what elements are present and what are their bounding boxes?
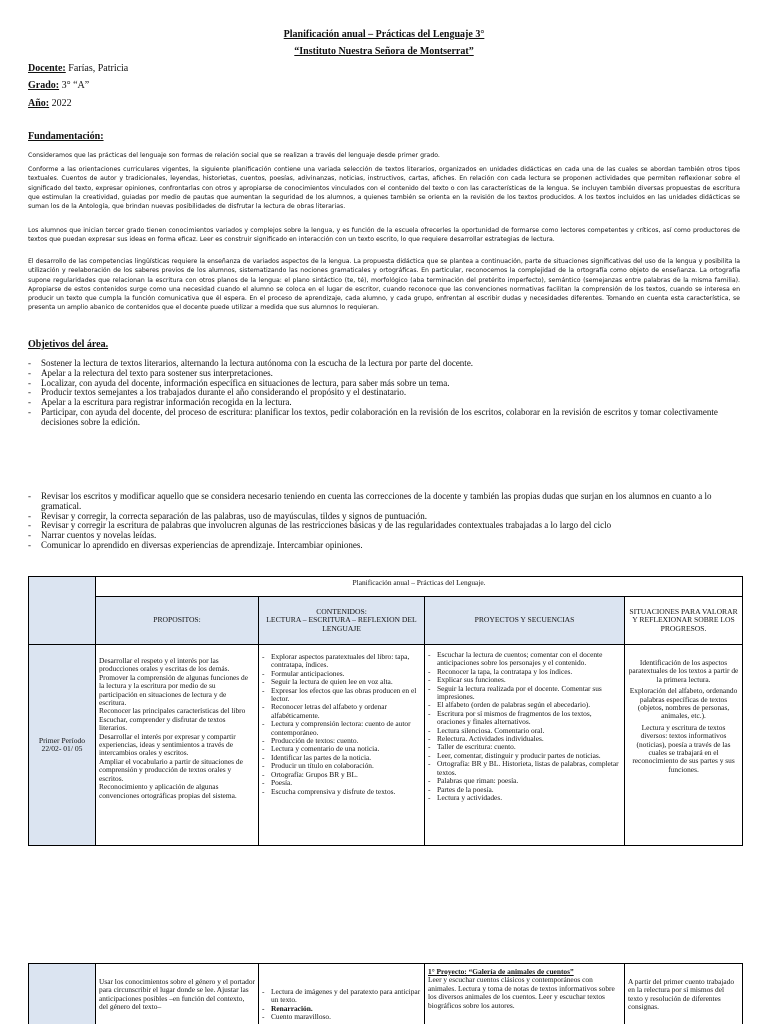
- proyecto-item: - Leer, comentar, distinguir y producir partes de noticias.: [428, 752, 621, 760]
- objetivos-heading: Objetivos del área.: [28, 339, 109, 350]
- period-cell: Primer Período 22/02- 01/ 05: [29, 645, 96, 846]
- contenidos-list: [262, 653, 421, 796]
- header-proyectos: PROYECTOS Y SECUENCIAS: [425, 597, 625, 645]
- teacher-label: Docente:: [28, 63, 66, 74]
- proyecto-item: - Palabras que riman: poesía.: [428, 777, 621, 785]
- proposito-item: Desarrollar el interés por expresar y compartir experiencias, ideas y sentimientos a través de intercambios orales y escritos.: [99, 731, 236, 758]
- contenido-item: - Identificar las partes de la noticia.: [262, 754, 421, 762]
- project-description: Leer y escuchar cuentos clásicos y contemporáneos con animales. Lectura y toma de notas de textos informativos sobre los diversos animales de los cuentos. Leer y escuchar textos biográficos sobre los autores.: [428, 975, 615, 1010]
- contenido-item: - Producir un título en colaboración.: [262, 762, 421, 770]
- proposito-item: Promover la comprensión de algunas funciones de la lectura y la escritura por medio de su participación en situaciones de lectura y de escritura.: [99, 672, 249, 708]
- propositos-cell: [96, 645, 259, 846]
- situacion-item: Identificación de los aspectos paratextuales de los textos a partir de la primera lectura.: [628, 658, 739, 684]
- document-title: Planificación anual – Prácticas del Lenguaje 3°: [283, 29, 485, 40]
- contenido-item: - Renarración.: [262, 1005, 421, 1013]
- proyectos-cell: [425, 645, 625, 846]
- grade-value: 3° “A”: [61, 80, 90, 91]
- objective-item: - Participar, con ayuda del docente, del proceso de escritura: planificar los textos, pedir colaboración en la revisión de los escritos, colaborar en la revisión de escritos y tomar colectivamente decisiones sobre la edición.: [28, 408, 742, 428]
- fundamentacion-heading: Fundamentación:: [28, 131, 104, 142]
- situaciones-cell-2: A partir del primer cuento trabajado en la relectura por sí mismos del texto y resolución de diferentes consignas.: [625, 964, 743, 1024]
- contenido-item: - Explorar aspectos paratextuales del libro: tapa, contratapa, índices.: [262, 653, 421, 670]
- proyecto-item: - Reconocer la tapa, la contratapa y los índices.: [428, 668, 621, 676]
- contenido-item: - Lectura y comprensión lectora: cuento de autor contemporáneo.: [262, 720, 421, 737]
- proposito-item: Reconocimiento y aplicación de algunas convenciones ortográficas propias del sistema.: [99, 782, 237, 800]
- situaciones-cell: [625, 645, 743, 846]
- objective-item: - Apelar a la escritura para registrar información recogida en la lectura.: [28, 398, 742, 408]
- objective-item: - Comunicar lo aprendido en diversas experiencias de aprendizaje. Intercambiar opiniones.: [28, 541, 742, 551]
- proposito-item: Reconocer las principales características del libro: [99, 706, 246, 716]
- proyecto-item: - Lectura y actividades.: [428, 794, 621, 802]
- objetivos-list-a: [28, 359, 742, 428]
- period-cell-2: [29, 964, 96, 1024]
- header-propositos: PROPOSITOS:: [96, 597, 259, 645]
- proyecto-item: - Explicar sus funciones.: [428, 676, 621, 684]
- proyecto-item: - Seguir la lectura realizada por el docente. Comentar sus impresiones.: [428, 685, 621, 702]
- proyecto-item: - Taller de escritura: cuento.: [428, 743, 621, 751]
- plan-table-continuation: [28, 963, 743, 1024]
- proyecto-item: - El alfabeto (orden de palabras según el abecedario).: [428, 701, 621, 709]
- grade-line: [28, 80, 89, 91]
- proyectos-cell-2: [425, 964, 625, 1024]
- objective-item: - Producir textos semejantes a los trabajados durante el año considerando el propósito y el destinatario.: [28, 388, 742, 398]
- header-contenidos: CONTENIDOS: LECTURA – ESCRITURA – REFLEXION DEL LENGUAJE: [259, 597, 425, 645]
- contenido-item: - Lectura de imágenes y del paratexto para anticipar un texto.: [262, 988, 421, 1005]
- proposito-item: Escuchar, comprender y disfrutar de textos literarios.: [99, 714, 226, 733]
- plan-table-corner-cell: [29, 577, 96, 645]
- year-value: 2022: [51, 98, 72, 109]
- header-situaciones: SITUACIONES PARA VALORAR Y REFLEXIONAR SOBRE LOS PROGRESOS.: [625, 597, 743, 645]
- year-line: [28, 98, 72, 109]
- contenido-item: - Expresar los efectos que las obras producen en el lector.: [262, 687, 421, 704]
- objective-item: - Sostener la lectura de textos literarios, alternando la lectura autónoma con la escucha de la lectura por parte del docente.: [28, 359, 742, 369]
- objetivos-list-b: [28, 492, 742, 551]
- contenido-item: - Seguir la lectura de quien lee en voz alta.: [262, 678, 421, 686]
- situacion-item: Lectura y escritura de textos diversos: textos informativos (noticias), poesía a través de las cuales se trabajará en el reconocimiento de sus partes y sus funciones.: [632, 722, 735, 774]
- proyecto-item: - Partes de la poesía.: [428, 786, 621, 794]
- proyecto-item: - Escuchar la lectura de cuentos; comentar con el docente anticipaciones sobre los personajes y el contenido.: [428, 651, 621, 668]
- contenidos-cell-2: [259, 964, 425, 1024]
- plan-table-first-period: [28, 576, 743, 846]
- contenido-item: - Ortografía: Grupos BR y BL.: [262, 771, 421, 779]
- proyecto-item: - Escritura por sí mismos de fragmentos de los textos, oraciones y finales alternativos.: [428, 710, 621, 727]
- proyecto-item: - Lectura silenciosa. Comentario oral.: [428, 727, 621, 735]
- contenido-item: - Formular anticipaciones.: [262, 670, 421, 678]
- project-title: 1° Proyecto: “Galería de animales de cuentos”: [428, 967, 574, 976]
- fundamentacion-paragraph-4: El desarrollo de las competencias lingüísticas requiere la enseñanza de variados aspectos de la lengua. La propuesta didáctica que se plantea a continuación, parte de situaciones significativas del uso de la lengua y posibilita la utilización y reelaboración de los saberes previos de los alumnos, sistematizando las nociones gramaticales y ortográficas. En particular, reconocemos la complejidad de la ortografía como objeto de enseñanza. La ortografía supone regularidades que relacionan la escritura con otros planos de la lengua: el plano sintáctico (te, té), morfológico (aba terminación del pretérito imperfecto), semántico (semejanzas entre palabras de la misma familia). Apropiarse de estos contenidos surge como una necesidad cuando el alumno se coloca en el lugar de escritor, cuando reconoce que las convenciones normativas facilitan la comprensión de los textos, cuando se interesa en producir un texto que cumpla la función comunicativa que él espera. En el proceso de aprendizaje, cada alumno, y cada grupo, enfrentan al escribir dudas y necesidades diferentes. Tomando en cuenta esta característica, se presenta un amplio abanico de contenidos que el docente puede utilizar a medida que sus alumnos lo requieran.: [28, 258, 740, 312]
- fundamentacion-paragraph-1: Consideramos que las prácticas del lenguaje son formas de relación social que se realizan a través del lenguaje desde primer grado.: [28, 152, 440, 159]
- proposito-item: Ampliar el vocabulario a partir de situaciones de comprensión y producción de textos orales y escritos.: [99, 756, 243, 783]
- contenido-item: - Cuento maravilloso.: [262, 1013, 421, 1021]
- contenido-item: - Poesía.: [262, 779, 421, 787]
- situacion-item: Exploración del alfabeto, ordenando palabras específicas de textos (objetos, nombres de personas, animales, etc.).: [629, 686, 738, 721]
- contenidos-cell: [259, 645, 425, 846]
- fundamentacion-paragraph-3: Los alumnos que inician tercer grado tienen conocimientos variados y complejos sobre la lengua, y es función de la escuela ofrecerles la oportunidad de formarse como lectores competentes y críticos, así como productores de textos que puedan expresar sus ideas en forma eficaz. Leer es construir significado en interacción con un texto escrito, lo que requiere desarrollar estrategias de lectura.: [28, 227, 740, 244]
- objective-item: - Narrar cuentos y novelas leídas.: [28, 531, 742, 541]
- contenido-item: - Reconocer letras del alfabeto y ordenar alfabéticamente.: [262, 703, 421, 720]
- year-label: Año:: [28, 98, 50, 109]
- teacher-line: [28, 63, 128, 74]
- objective-item: - Revisar y corregir, la correcta separación de las palabras, uso de mayúsculas, tildes y signos de puntuación.: [28, 512, 742, 522]
- objective-item: - Revisar los escritos y modificar aquello que se considera necesario teniendo en cuenta las correcciones de la docente y también las propias dudas que surjan en los alumnos en cuanto a lo gramatical.: [28, 492, 742, 512]
- objective-item: - Apelar a la relectura del texto para sostener sus interpretaciones.: [28, 369, 742, 379]
- contenido-item: - Producción de textos: cuento.: [262, 737, 421, 745]
- grade-label: Grado:: [28, 80, 60, 91]
- objective-item: - Localizar, con ayuda del docente, información específica en situaciones de lectura, para saber más sobre un tema.: [28, 379, 742, 389]
- fundamentacion-paragraph-2: Conforme a las orientaciones curriculares vigentes, la siguiente planificación contiene una variada selección de textos literarios, organizados en unidades didácticas en cada una de las cuales se abordan también otros tipos textuales. Cuentos de autor y tradicionales, leyendas, historietas, cuentos, poesías, adivinanzas, noticias, instructivos, cartas, afiches. En relación con cada lectura se proponen actividades que permiten reflexionar sobre el significado del texto, expresar opiniones, confrontarlas con otros y apropiarse de conocimientos vinculados con el contenido del texto o con las características de la lengua. Se incluyen también diversas propuestas de escritura que estimulan la creatividad, guiadas por medio de pautas que aumentan la seguridad de los alumnos, a quienes también se orienta en la revisión de los textos producidos. A los textos incluidos en las unidades didácticas se suman los de la Antología, que brindan nuevas posibilidades de disfrutar la lectura de obras literarias.: [28, 166, 740, 211]
- proyecto-item: - Relectura. Actividades individuales.: [428, 735, 621, 743]
- school-name: “Instituto Nuestra Señora de Montserrat”: [294, 46, 474, 57]
- objective-item: - Revisar y corregir la escritura de palabras que involucren algunas de las restricciones básicas y de las regularidades contextuales trabajadas a lo largo del ciclo: [28, 521, 742, 531]
- contenidos-list-2: [262, 988, 421, 1022]
- contenido-item: - Lectura y comentario de una noticia.: [262, 745, 421, 753]
- plan-table-caption: Planificación anual – Prácticas del Lenguaje.: [96, 577, 743, 597]
- propositos-cell-2: Usar los conocimientos sobre el género y el portador para circunscribir el lugar donde se lee. Ajustar las anticipaciones posibles –en función del contexto, del género del texto–: [96, 964, 259, 1024]
- teacher-name: Farías, Patricia: [68, 63, 129, 74]
- proyecto-item: - Ortografía: BR y BL. Historieta, listas de palabras, completar textos.: [428, 760, 621, 777]
- contenido-item: - Escucha comprensiva y disfrute de textos.: [262, 788, 421, 796]
- proposito-item: Desarrollar el respeto y el interés por las producciones orales y escritas de los demás.: [99, 656, 230, 674]
- proyectos-list: [428, 651, 621, 802]
